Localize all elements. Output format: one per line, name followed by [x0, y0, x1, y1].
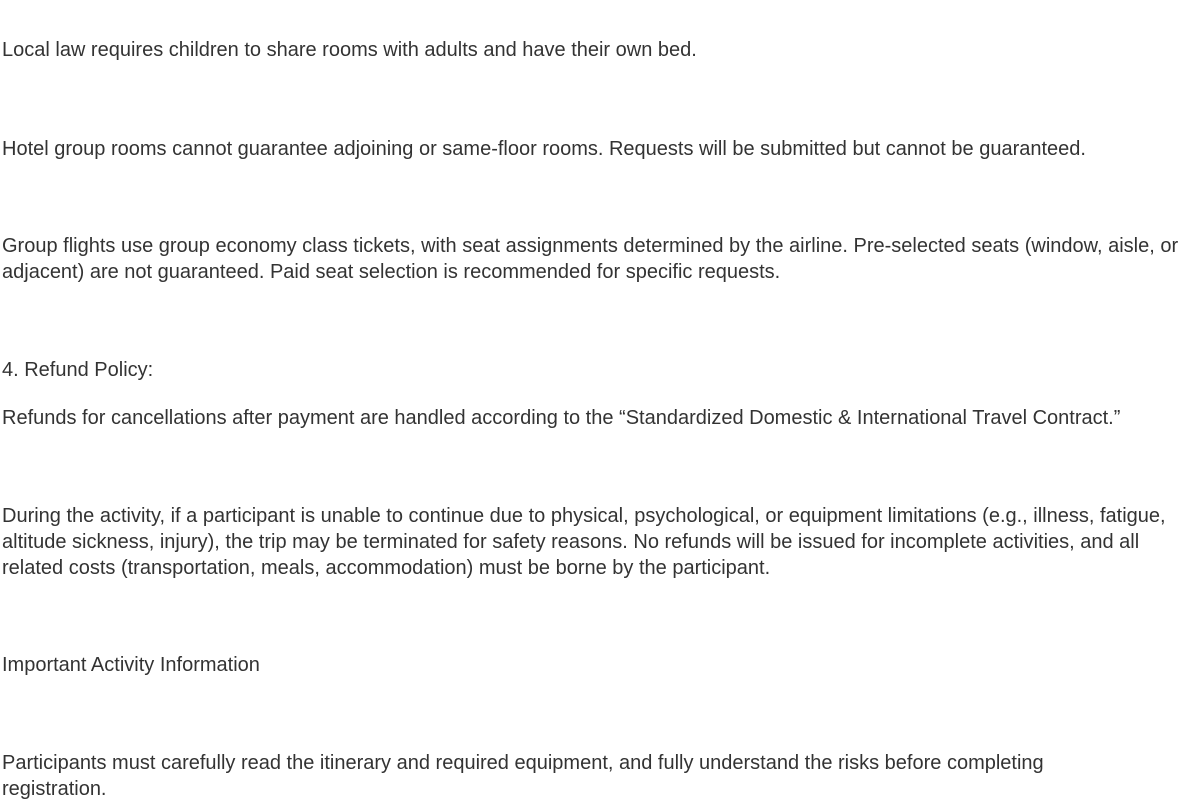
- refund-contract-note: Refunds for cancellations after payment are handled according to the “Standardized Domestic & International Travel Contract.”: [2, 407, 1121, 429]
- refund-policy-heading: 4. Refund Policy:: [2, 359, 154, 381]
- activity-info-heading: Important Activity Information: [2, 654, 260, 676]
- registration-note: Participants must carefully read the itinerary and required equipment, and fully understand the risks before completing registration.: [2, 752, 1044, 800]
- room-sharing-note: Local law requires children to share rooms with adults and have their own bed.: [2, 39, 697, 61]
- hotel-rooms-note: Hotel group rooms cannot guarantee adjoining or same-floor rooms. Requests will be submitted but cannot be guaranteed.: [2, 138, 1086, 160]
- termination-refund-note: During the activity, if a participant is unable to continue due to physical, psychological, or equipment limitations (e.g., illness, fatigue, altitude sickness, injury), the trip may be terminated for safety reasons. No refunds will be issued for incomplete activities, and all related costs (transportation, meals, accommodation) must be borne by the participant.: [2, 505, 1166, 579]
- flight-seating-note: Group flights use group economy class tickets, with seat assignments determined by the airline. Pre-selected seats (window, aisle, or adjacent) are not guaranteed. Paid seat selection is recommended for specific requests.: [2, 235, 1179, 283]
